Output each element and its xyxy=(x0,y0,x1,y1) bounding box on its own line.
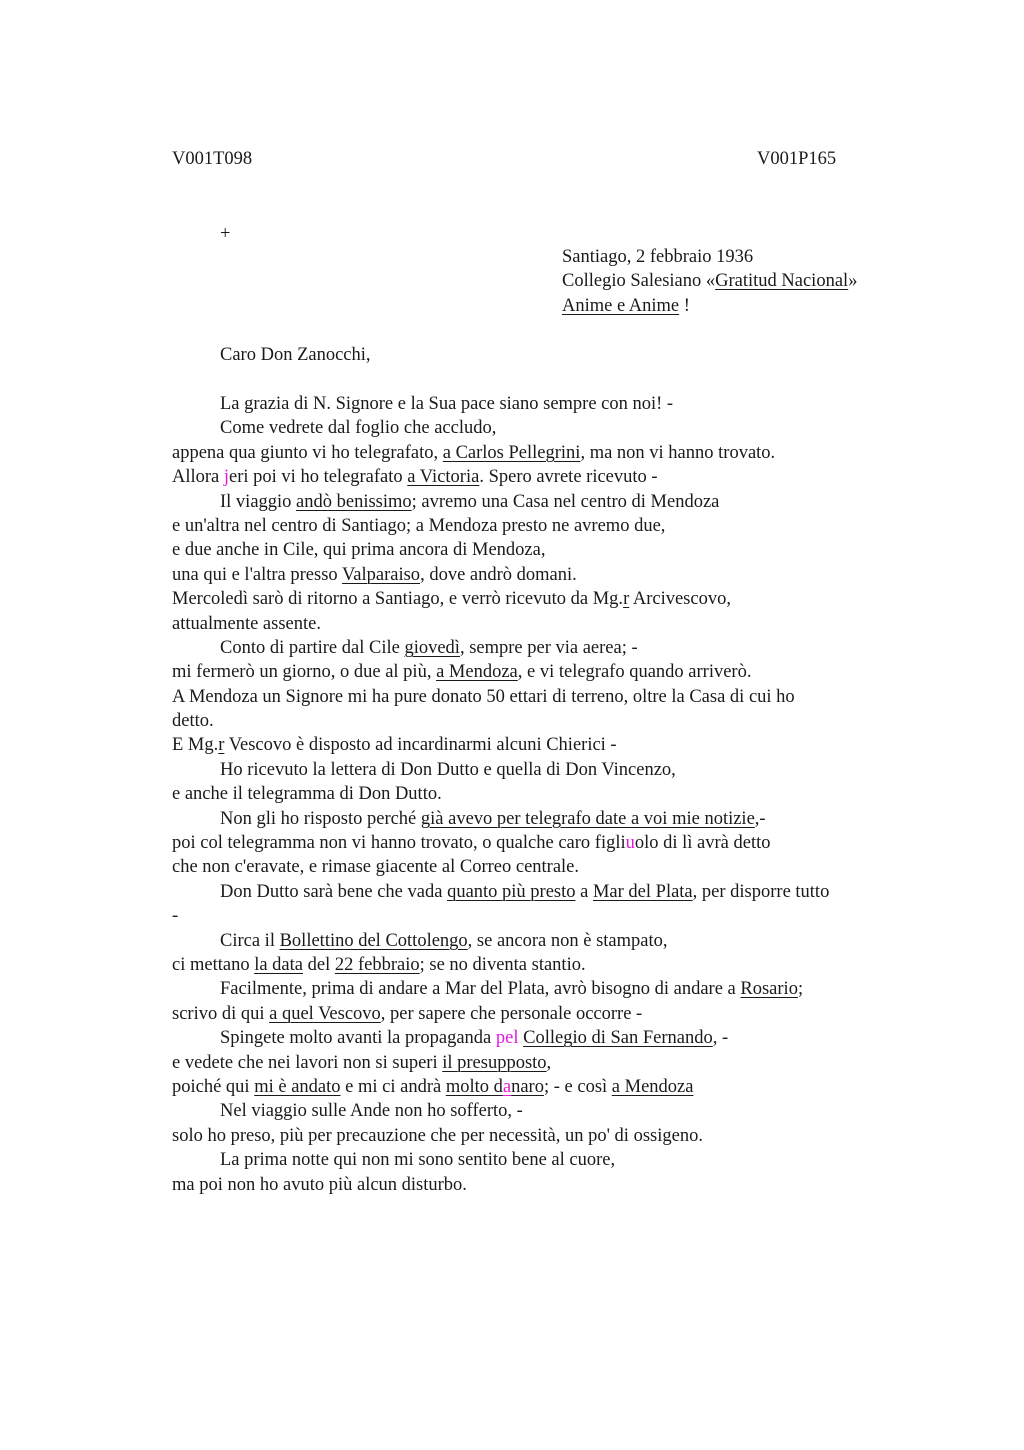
line-text: , sempre per via aerea; - xyxy=(459,637,638,658)
underlined-text: Mar del Plata xyxy=(592,881,693,902)
line-text: Vescovo è disposto ad incardinarmi alcuni Chierici - xyxy=(224,735,617,756)
salutation: Caro Don Zanocchi, xyxy=(220,345,371,365)
line-text: che non c'eravate, e rimase giacente al Correo centrale. xyxy=(172,857,580,878)
line-text: La prima notte qui non mi sono sentito bene al cuore, xyxy=(220,1150,616,1171)
underlined-text: andò benissimo xyxy=(296,491,412,512)
letter-line xyxy=(172,758,912,782)
line-text: Il viaggio xyxy=(220,491,297,512)
underlined-text: a Victoria xyxy=(407,467,480,488)
line-text: Non gli ho risposto perché xyxy=(220,808,421,829)
underlined-text: mi è andato xyxy=(254,1076,341,1097)
line-text: A Mendoza un Signore mi ha pure donato 50 ettari di terreno, oltre la Casa di cui ho xyxy=(172,686,795,707)
letter-line xyxy=(172,563,912,587)
letter-line xyxy=(172,465,912,489)
line-text: ci mettano xyxy=(172,954,255,975)
letter-line xyxy=(172,807,912,831)
line-text: Nel viaggio sulle Ande non ho sofferto, - xyxy=(220,1101,523,1122)
letter-line xyxy=(172,587,912,611)
letter-line xyxy=(172,904,912,928)
letter-line xyxy=(172,929,912,953)
letter-body xyxy=(172,392,912,1197)
letter-line xyxy=(172,538,912,562)
line-text: ; - e così xyxy=(543,1076,612,1097)
place-date: Santiago, 2 febbraio 1936 xyxy=(562,247,754,267)
letter-line xyxy=(172,1173,912,1197)
underlined-text: a Carlos Pellegrini xyxy=(442,442,581,463)
college-suffix: » xyxy=(848,271,858,292)
line-text: , se ancora non è stampato, xyxy=(467,930,668,951)
underlined-text: Valparaiso xyxy=(341,564,421,585)
underlined-text: già avevo per telegrafo date a voi mie notizie xyxy=(420,808,755,829)
line-text: Come vedrete dal foglio che accludo, xyxy=(220,418,497,439)
underlined-text: a quel Vescovo xyxy=(269,1003,381,1024)
letter-line xyxy=(172,514,912,538)
college-prefix: Collegio Salesiano « xyxy=(562,271,716,292)
underlined-text: Bollettino del Cottolengo xyxy=(279,930,468,951)
highlighted-text: j xyxy=(223,467,230,488)
line-text: e due anche in Cile, qui prima ancora di Mendoza, xyxy=(172,540,546,561)
document-code-left: V001T098 xyxy=(172,149,253,169)
letter-line xyxy=(172,490,912,514)
line-text: mi fermerò un giorno, o due al più, xyxy=(172,662,437,683)
letter-line xyxy=(172,733,912,757)
line-text: , per sapere che personale occorre - xyxy=(380,1003,643,1024)
line-text: ,- xyxy=(754,808,766,829)
line-text: Arcivescovo, xyxy=(629,589,731,610)
line-text: Ho ricevuto la lettera di Don Dutto e quella di Don Vincenzo, xyxy=(220,759,676,780)
letter-line xyxy=(172,782,912,806)
letter-line xyxy=(172,1148,912,1172)
line-text: Circa il xyxy=(220,930,280,951)
highlighted-text: pel xyxy=(495,1028,519,1049)
underlined-text: a Mendoza xyxy=(436,662,518,683)
line-text: E Mg. xyxy=(172,735,219,756)
letter-line xyxy=(172,1075,912,1099)
line-text: , dove andrò domani. xyxy=(420,564,577,585)
underlined-text: naro xyxy=(511,1076,544,1097)
line-text: , xyxy=(546,1052,552,1073)
letter-line xyxy=(172,392,912,416)
highlighted-text: a xyxy=(502,1076,512,1097)
letter-line xyxy=(172,709,912,733)
letter-line xyxy=(172,1051,912,1075)
line-text: - xyxy=(172,906,179,927)
letter-line xyxy=(172,441,912,465)
underlined-text: r xyxy=(623,589,630,610)
line-text: ma poi non ho avuto più alcun disturbo. xyxy=(172,1174,467,1195)
line-text: e vedete che nei lavori non si superi xyxy=(172,1052,443,1073)
line-text: scrivo di qui xyxy=(172,1003,270,1024)
highlighted-text: u xyxy=(625,833,635,854)
line-text: . Spero avrete ricevuto - xyxy=(479,467,658,488)
line-text: La grazia di N. Signore e la Sua pace siano sempre con noi! - xyxy=(220,394,674,414)
line-text: poi col telegramma non vi hanno trovato, o qualche caro figli xyxy=(172,833,626,854)
letter-line xyxy=(172,1026,912,1050)
letter-line xyxy=(172,855,912,879)
line-text: , per disporre tutto xyxy=(692,881,830,902)
letter-line xyxy=(172,880,912,904)
line-text: ; avremo una Casa nel centro di Mendoza xyxy=(411,491,720,512)
motto: Anime e Anime xyxy=(562,295,680,316)
letter-line xyxy=(172,416,912,440)
line-text: Don Dutto sarà bene che vada xyxy=(220,881,448,902)
line-text: detto. xyxy=(172,711,214,732)
line-text: a xyxy=(575,881,593,902)
cross-mark: + xyxy=(220,224,231,244)
underlined-text: Rosario xyxy=(740,979,798,1000)
letter-line xyxy=(172,612,912,636)
letter-line xyxy=(172,1124,912,1148)
letter-line xyxy=(172,636,912,660)
college-name: Gratitud Nacional xyxy=(715,271,849,292)
college-line xyxy=(562,269,857,293)
underlined-text: Collegio di San Fernando xyxy=(523,1028,713,1049)
underlined-text: 22 febbraio xyxy=(334,954,420,975)
letter-line xyxy=(172,953,912,977)
line-text: , - xyxy=(712,1028,729,1049)
underlined-text: la data xyxy=(254,954,303,975)
underlined-text: il presupposto xyxy=(442,1052,547,1073)
line-text: , e vi telegrafo quando arriverò. xyxy=(517,662,752,683)
line-text: una qui e l'altra presso xyxy=(172,564,342,585)
motto-line xyxy=(562,294,857,318)
line-text: attualmente assente. xyxy=(172,613,321,634)
letter-line xyxy=(172,1099,912,1123)
document-code-right: V001P165 xyxy=(757,149,837,169)
motto-suffix: ! xyxy=(679,295,690,316)
line-text: del xyxy=(303,954,335,975)
underlined-text: molto d xyxy=(445,1076,503,1097)
line-text: Spingete molto avanti la propaganda xyxy=(220,1028,496,1049)
underlined-text: r xyxy=(218,735,225,756)
line-text: e mi ci andrà xyxy=(340,1076,446,1097)
underlined-text: giovedì xyxy=(404,637,460,658)
letter-line xyxy=(172,685,912,709)
line-text: poiché qui xyxy=(172,1076,255,1097)
underlined-text: quanto più presto xyxy=(447,881,576,902)
letter-line xyxy=(172,977,912,1001)
line-text: Mercoledì sarò di ritorno a Santiago, e verrò ricevuto da Mg. xyxy=(172,589,624,610)
underlined-text: a Mendoza xyxy=(611,1076,694,1097)
line-text: olo di lì avrà detto xyxy=(634,833,771,854)
letter-line xyxy=(172,1002,912,1026)
line-text: ; xyxy=(797,979,804,1000)
line-text: ; se no diventa stantio. xyxy=(419,954,586,975)
line-text: , ma non vi hanno trovato. xyxy=(580,442,776,463)
line-text: solo ho preso, più per precauzione che per necessità, un po' di ossigeno. xyxy=(172,1125,703,1146)
line-text: Facilmente, prima di andare a Mar del Plata, avrò bisogno di andare a xyxy=(220,979,741,1000)
letter-heading xyxy=(562,245,857,318)
line-text: Conto di partire dal Cile xyxy=(220,637,405,658)
line-text: eri poi vi ho telegrafato xyxy=(229,467,408,488)
letter-line xyxy=(172,660,912,684)
line-text: e un'altra nel centro di Santiago; a Mendoza presto ne avremo due, xyxy=(172,515,666,536)
line-text: e anche il telegramma di Don Dutto. xyxy=(172,784,442,805)
line-text: Allora xyxy=(172,467,224,488)
letter-line xyxy=(172,831,912,855)
line-text: appena qua giunto vi ho telegrafato, xyxy=(172,442,443,463)
